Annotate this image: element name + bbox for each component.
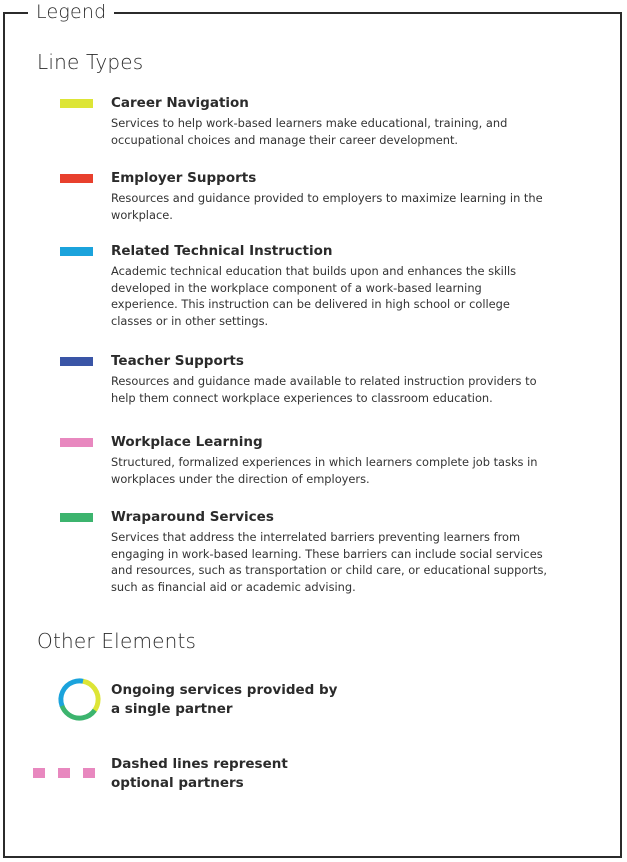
entry-description: Structured, formalized experiences in which learners complete job tasks in workplaces under the direction of employers. — [111, 455, 538, 486]
entry-description: Academic technical education that builds upon and enhances the skills developed in the workplace component of a work-based learning experience. This instruction can be delivered in high school or college classes or in other settings. — [111, 264, 517, 328]
entry-title: Wraparound Services — [111, 509, 274, 525]
entry-description: Resources and guidance provided to employers to maximize learning in the workplace. — [111, 191, 543, 222]
workplace-learning-swatch — [60, 438, 93, 447]
wraparound-services-swatch — [60, 513, 93, 522]
entry-title: Workplace Learning — [111, 434, 263, 450]
other-elements-heading: Other Elements — [37, 629, 197, 653]
entry-title: Employer Supports — [111, 170, 257, 186]
dash-segment — [83, 768, 95, 778]
legend-title: Legend — [28, 0, 114, 24]
career-navigation-swatch — [60, 99, 93, 108]
ring-segment-yellow — [58, 678, 101, 721]
entry-description: Services to help work-based learners make educational, training, and occupational choices and manage their career development. — [111, 116, 508, 147]
entry-description: Resources and guidance made available to related instruction providers to help them connect workplace experiences to classroom education. — [111, 374, 537, 405]
employer-supports-swatch — [60, 174, 93, 183]
multicolor-ring-icon — [56, 676, 103, 723]
dashed-line-icon — [33, 768, 95, 778]
entry-description: Services that address the interrelated barriers preventing learners from engaging in work-based learning. These barriers can include social services and resources, such as transportation or child care, or educational supports, such as financial aid or academic advising. — [111, 530, 548, 594]
dash-segment — [58, 768, 70, 778]
dash-segment — [33, 768, 45, 778]
ongoing-services-label: Ongoing services provided by a single partner — [111, 682, 338, 717]
entry-title: Teacher Supports — [111, 353, 244, 369]
teacher-supports-swatch — [60, 357, 93, 366]
line-types-heading: Line Types — [37, 50, 144, 74]
dashed-lines-label: Dashed lines represent optional partners — [111, 756, 288, 791]
entry-title: Related Technical Instruction — [111, 243, 333, 259]
entry-title: Career Navigation — [111, 95, 249, 111]
related-technical-instruction-swatch — [60, 247, 93, 256]
